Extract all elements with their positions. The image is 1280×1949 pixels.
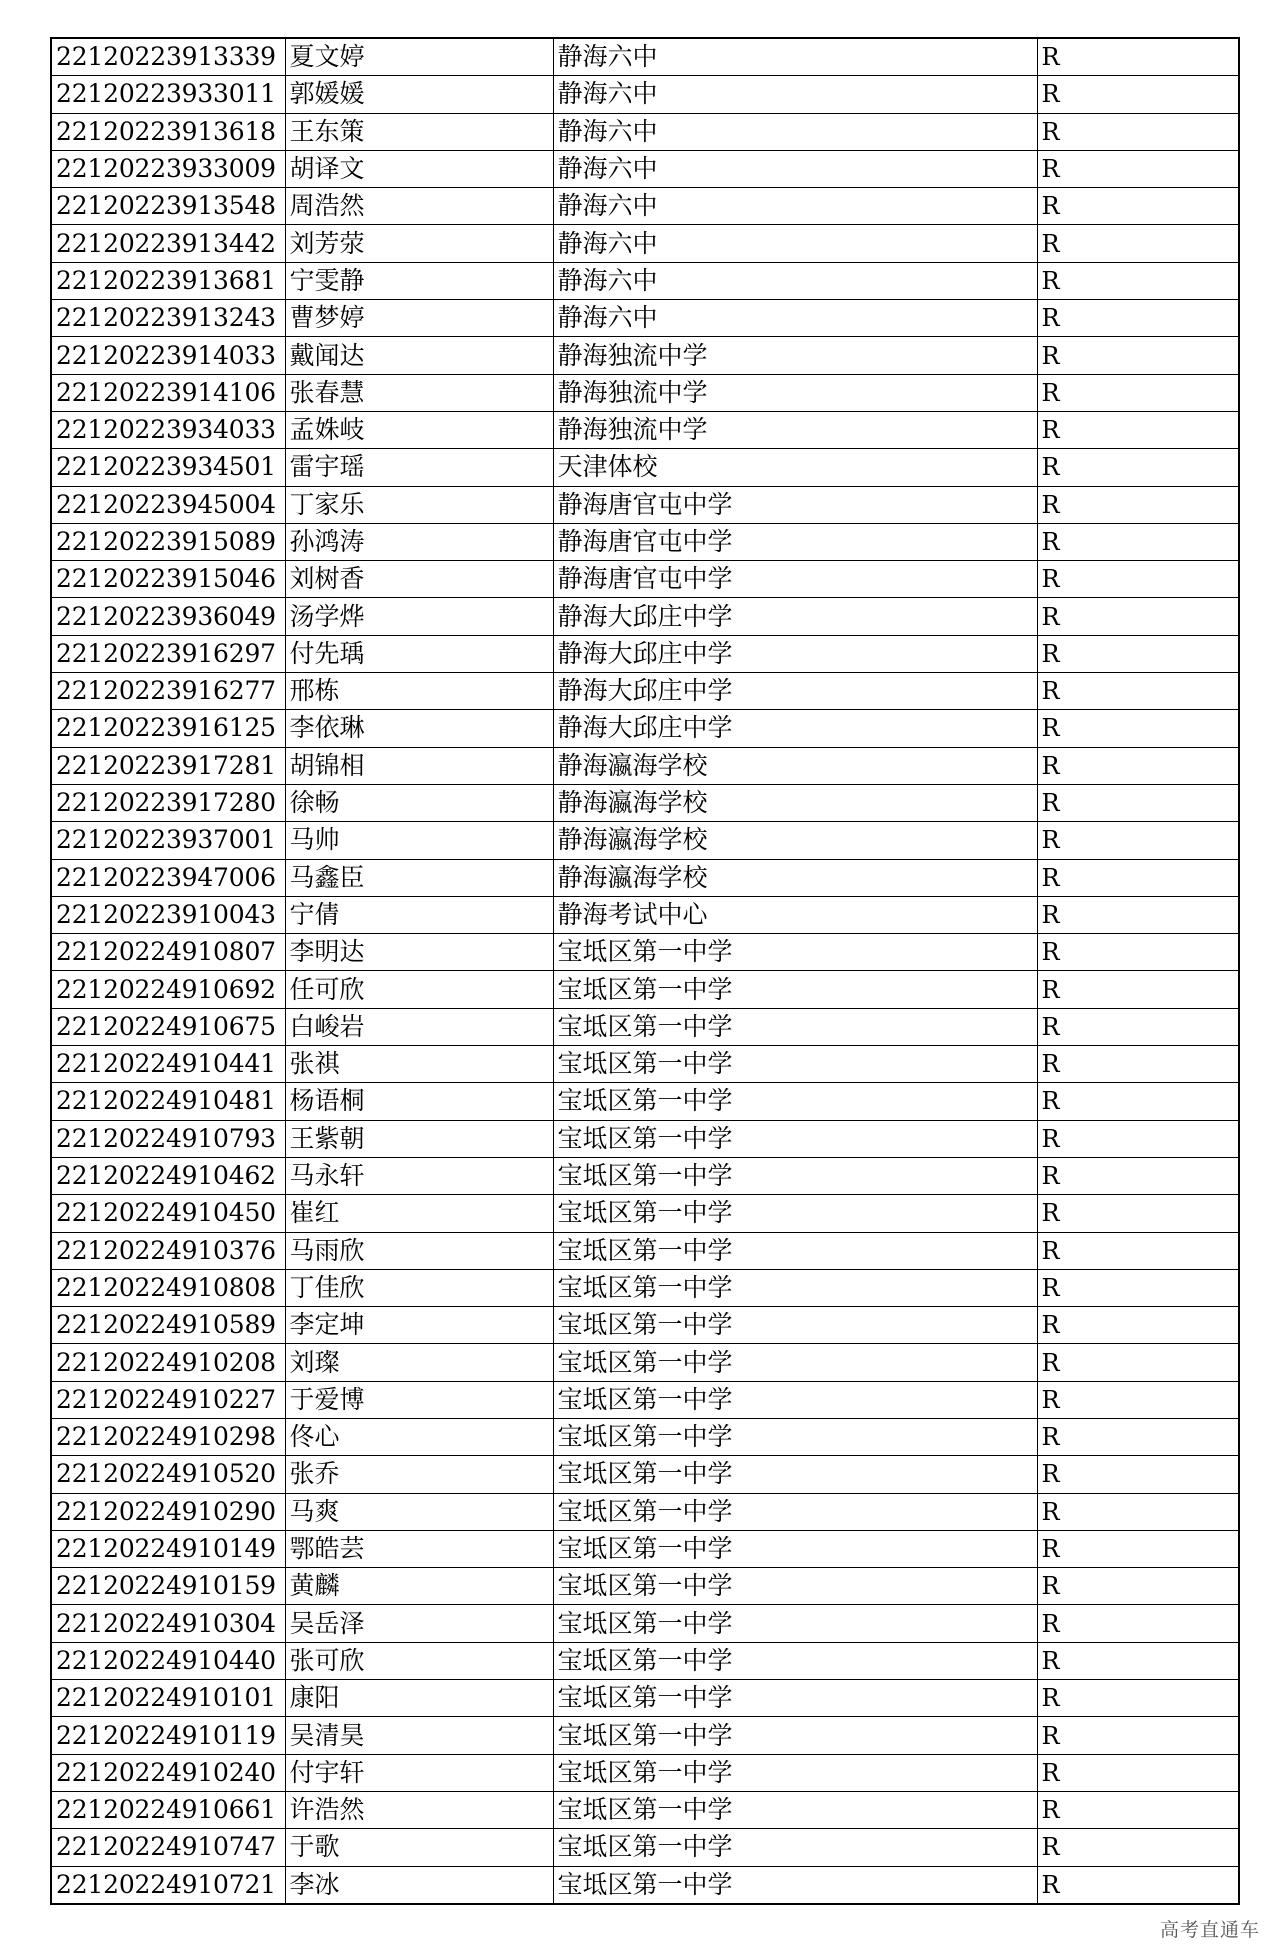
table-row: [51, 896, 1239, 933]
table-row: [51, 486, 1239, 523]
candidate-name-cell: 张乔: [285, 1456, 553, 1493]
candidate-number-cell: 22120223917281: [51, 747, 285, 784]
category-cell: R: [1037, 188, 1239, 225]
category-cell: R: [1037, 1791, 1239, 1828]
category-cell: R: [1037, 822, 1239, 859]
table-row: [51, 710, 1239, 747]
school-name-cell: 静海瀛海学校: [553, 784, 1037, 821]
school-name-cell: 宝坻区第一中学: [553, 1866, 1037, 1904]
table-row: [51, 859, 1239, 896]
candidate-name-cell: 徐畅: [285, 784, 553, 821]
candidate-number-cell: 22120224910675: [51, 1008, 285, 1045]
table-row: [51, 411, 1239, 448]
table-row: [51, 300, 1239, 337]
candidate-name-cell: 佟心: [285, 1418, 553, 1455]
table-row: [51, 225, 1239, 262]
school-name-cell: 静海独流中学: [553, 411, 1037, 448]
candidate-name-cell: 杨语桐: [285, 1083, 553, 1120]
candidate-name-cell: 戴闻达: [285, 337, 553, 374]
table-row: [51, 262, 1239, 299]
table-row: [51, 337, 1239, 374]
candidate-number-cell: 22120223913442: [51, 225, 285, 262]
category-cell: R: [1037, 1008, 1239, 1045]
table-row: [51, 38, 1239, 76]
candidate-number-cell: 22120224910298: [51, 1418, 285, 1455]
category-cell: R: [1037, 710, 1239, 747]
table-row: [51, 561, 1239, 598]
school-name-cell: 宝坻区第一中学: [553, 1642, 1037, 1679]
category-cell: R: [1037, 1418, 1239, 1455]
candidate-number-cell: 22120224910481: [51, 1083, 285, 1120]
candidate-name-cell: 马永轩: [285, 1157, 553, 1194]
table-row: [51, 188, 1239, 225]
candidate-number-cell: 22120224910520: [51, 1456, 285, 1493]
candidate-number-cell: 22120223934033: [51, 411, 285, 448]
table-row: [51, 523, 1239, 560]
table-row: [51, 934, 1239, 971]
category-cell: R: [1037, 747, 1239, 784]
category-cell: R: [1037, 971, 1239, 1008]
candidate-name-cell: 夏文婷: [285, 38, 553, 76]
table-row: [51, 1493, 1239, 1530]
category-cell: R: [1037, 1456, 1239, 1493]
table-row: [51, 784, 1239, 821]
candidate-number-cell: 22120224910290: [51, 1493, 285, 1530]
school-name-cell: 宝坻区第一中学: [553, 1605, 1037, 1642]
table-row: [51, 113, 1239, 150]
candidate-number-cell: 22120224910793: [51, 1120, 285, 1157]
candidate-number-cell: 22120223914033: [51, 337, 285, 374]
school-name-cell: 静海瀛海学校: [553, 859, 1037, 896]
school-name-cell: 宝坻区第一中学: [553, 1717, 1037, 1754]
table-row: [51, 1791, 1239, 1828]
table-row: [51, 635, 1239, 672]
school-name-cell: 宝坻区第一中学: [553, 1791, 1037, 1828]
candidate-name-cell: 宁倩: [285, 896, 553, 933]
table-row: [51, 822, 1239, 859]
category-cell: R: [1037, 1195, 1239, 1232]
school-name-cell: 静海六中: [553, 188, 1037, 225]
category-cell: R: [1037, 598, 1239, 635]
category-cell: R: [1037, 76, 1239, 113]
table-row: [51, 1120, 1239, 1157]
candidate-name-cell: 于爱博: [285, 1381, 553, 1418]
school-name-cell: 静海六中: [553, 150, 1037, 187]
category-cell: R: [1037, 1866, 1239, 1904]
table-row: [51, 449, 1239, 486]
table-row: [51, 150, 1239, 187]
candidate-number-cell: 22120224910240: [51, 1754, 285, 1791]
category-cell: R: [1037, 1232, 1239, 1269]
table-row: [51, 1530, 1239, 1567]
candidate-name-cell: 李依琳: [285, 710, 553, 747]
school-name-cell: 宝坻区第一中学: [553, 1754, 1037, 1791]
candidate-name-cell: 付宇轩: [285, 1754, 553, 1791]
candidate-name-cell: 张可欣: [285, 1642, 553, 1679]
table-row: [51, 1829, 1239, 1866]
candidate-name-cell: 马帅: [285, 822, 553, 859]
category-cell: R: [1037, 934, 1239, 971]
candidate-name-cell: 郭媛媛: [285, 76, 553, 113]
category-cell: R: [1037, 1381, 1239, 1418]
table-row: [51, 1866, 1239, 1904]
category-cell: R: [1037, 1717, 1239, 1754]
school-name-cell: 宝坻区第一中学: [553, 1530, 1037, 1567]
table-row: [51, 598, 1239, 635]
candidate-name-cell: 任可欣: [285, 971, 553, 1008]
candidate-number-cell: 22120224910721: [51, 1866, 285, 1904]
candidate-name-cell: 许浩然: [285, 1791, 553, 1828]
candidate-number-cell: 22120223933009: [51, 150, 285, 187]
school-name-cell: 宝坻区第一中学: [553, 1568, 1037, 1605]
candidate-name-cell: 孟姝岐: [285, 411, 553, 448]
candidate-number-cell: 22120223915046: [51, 561, 285, 598]
school-name-cell: 宝坻区第一中学: [553, 1344, 1037, 1381]
candidate-number-cell: 22120223914106: [51, 374, 285, 411]
candidate-name-cell: 鄂皓芸: [285, 1530, 553, 1567]
category-cell: R: [1037, 523, 1239, 560]
category-cell: R: [1037, 486, 1239, 523]
category-cell: R: [1037, 635, 1239, 672]
table-row: [51, 1344, 1239, 1381]
school-name-cell: 宝坻区第一中学: [553, 1157, 1037, 1194]
candidate-number-cell: 22120223913681: [51, 262, 285, 299]
candidate-number-cell: 22120224910227: [51, 1381, 285, 1418]
candidate-number-cell: 22120224910441: [51, 1046, 285, 1083]
table-row: [51, 1008, 1239, 1045]
category-cell: R: [1037, 1754, 1239, 1791]
candidate-name-cell: 刘芳荥: [285, 225, 553, 262]
candidate-number-cell: 22120224910747: [51, 1829, 285, 1866]
candidate-number-cell: 22120224910101: [51, 1680, 285, 1717]
candidate-name-cell: 张祺: [285, 1046, 553, 1083]
candidate-name-cell: 王东策: [285, 113, 553, 150]
candidate-number-cell: 22120223913243: [51, 300, 285, 337]
school-name-cell: 静海独流中学: [553, 337, 1037, 374]
school-name-cell: 静海六中: [553, 76, 1037, 113]
candidate-name-cell: 马鑫臣: [285, 859, 553, 896]
school-name-cell: 静海考试中心: [553, 896, 1037, 933]
table-row: [51, 673, 1239, 710]
candidate-name-cell: 胡锦相: [285, 747, 553, 784]
school-name-cell: 静海唐官屯中学: [553, 561, 1037, 598]
category-cell: R: [1037, 374, 1239, 411]
category-cell: R: [1037, 300, 1239, 337]
candidate-name-cell: 雷宇瑶: [285, 449, 553, 486]
category-cell: R: [1037, 1046, 1239, 1083]
candidate-number-cell: 22120223933011: [51, 76, 285, 113]
candidate-name-cell: 李冰: [285, 1866, 553, 1904]
school-name-cell: 静海唐官屯中学: [553, 486, 1037, 523]
candidate-name-cell: 丁家乐: [285, 486, 553, 523]
candidate-name-cell: 刘璨: [285, 1344, 553, 1381]
table-row: [51, 1418, 1239, 1455]
candidate-number-cell: 22120223913339: [51, 38, 285, 76]
candidate-number-cell: 22120224910208: [51, 1344, 285, 1381]
candidate-number-cell: 22120223913618: [51, 113, 285, 150]
category-cell: R: [1037, 673, 1239, 710]
table-row: [51, 1456, 1239, 1493]
candidate-name-cell: 吴清昊: [285, 1717, 553, 1754]
category-cell: R: [1037, 1568, 1239, 1605]
candidate-name-cell: 宁雯静: [285, 262, 553, 299]
school-name-cell: 宝坻区第一中学: [553, 1493, 1037, 1530]
candidate-name-cell: 李定坤: [285, 1307, 553, 1344]
table-row: [51, 1195, 1239, 1232]
candidate-number-cell: 22120223934501: [51, 449, 285, 486]
school-name-cell: 宝坻区第一中学: [553, 1120, 1037, 1157]
candidate-name-cell: 崔红: [285, 1195, 553, 1232]
school-name-cell: 静海瀛海学校: [553, 747, 1037, 784]
school-name-cell: 静海六中: [553, 113, 1037, 150]
candidate-name-cell: 吴岳泽: [285, 1605, 553, 1642]
school-name-cell: 宝坻区第一中学: [553, 1046, 1037, 1083]
candidate-number-cell: 22120223945004: [51, 486, 285, 523]
category-cell: R: [1037, 1530, 1239, 1567]
candidate-name-cell: 马雨欣: [285, 1232, 553, 1269]
school-name-cell: 宝坻区第一中学: [553, 1418, 1037, 1455]
category-cell: R: [1037, 1642, 1239, 1679]
candidate-number-cell: 22120223916277: [51, 673, 285, 710]
school-name-cell: 宝坻区第一中学: [553, 934, 1037, 971]
table-row: [51, 747, 1239, 784]
table-row: [51, 1046, 1239, 1083]
category-cell: R: [1037, 262, 1239, 299]
school-name-cell: 宝坻区第一中学: [553, 1008, 1037, 1045]
table-row: [51, 1381, 1239, 1418]
candidate-table-body: [51, 38, 1239, 1904]
table-row: [51, 1157, 1239, 1194]
candidate-name-cell: 邢栋: [285, 673, 553, 710]
candidate-number-cell: 22120223915089: [51, 523, 285, 560]
school-name-cell: 静海大邱庄中学: [553, 635, 1037, 672]
school-name-cell: 宝坻区第一中学: [553, 1381, 1037, 1418]
school-name-cell: 宝坻区第一中学: [553, 1307, 1037, 1344]
category-cell: R: [1037, 150, 1239, 187]
category-cell: R: [1037, 337, 1239, 374]
table-row: [51, 1642, 1239, 1679]
watermark-text: 高考直通车: [1159, 1919, 1260, 1941]
table-row: [51, 374, 1239, 411]
category-cell: R: [1037, 859, 1239, 896]
candidate-number-cell: 22120224910661: [51, 1791, 285, 1828]
school-name-cell: 静海六中: [553, 262, 1037, 299]
candidate-name-cell: 汤学烨: [285, 598, 553, 635]
candidate-number-cell: 22120224910304: [51, 1605, 285, 1642]
candidate-number-cell: 22120224910692: [51, 971, 285, 1008]
school-name-cell: 静海大邱庄中学: [553, 710, 1037, 747]
table-row: [51, 1754, 1239, 1791]
category-cell: R: [1037, 1120, 1239, 1157]
candidate-number-cell: 22120223937001: [51, 822, 285, 859]
candidate-number-cell: 22120223917280: [51, 784, 285, 821]
category-cell: R: [1037, 1307, 1239, 1344]
candidate-table: [50, 37, 1240, 1905]
table-row: [51, 1232, 1239, 1269]
school-name-cell: 静海六中: [553, 300, 1037, 337]
candidate-name-cell: 黄麟: [285, 1568, 553, 1605]
candidate-number-cell: 22120223936049: [51, 598, 285, 635]
school-name-cell: 宝坻区第一中学: [553, 1269, 1037, 1306]
table-row: [51, 76, 1239, 113]
table-row: [51, 1269, 1239, 1306]
candidate-name-cell: 张春慧: [285, 374, 553, 411]
candidate-number-cell: 22120224910462: [51, 1157, 285, 1194]
candidate-number-cell: 22120224910450: [51, 1195, 285, 1232]
candidate-name-cell: 孙鸿涛: [285, 523, 553, 560]
candidate-number-cell: 22120224910149: [51, 1530, 285, 1567]
candidate-name-cell: 马爽: [285, 1493, 553, 1530]
candidate-name-cell: 胡译文: [285, 150, 553, 187]
candidate-name-cell: 王紫朝: [285, 1120, 553, 1157]
candidate-number-cell: 22120223947006: [51, 859, 285, 896]
table-row: [51, 1307, 1239, 1344]
candidate-name-cell: 周浩然: [285, 188, 553, 225]
school-name-cell: 静海唐官屯中学: [553, 523, 1037, 560]
category-cell: R: [1037, 411, 1239, 448]
school-name-cell: 宝坻区第一中学: [553, 971, 1037, 1008]
candidate-name-cell: 刘树香: [285, 561, 553, 598]
candidate-number-cell: 22120223913548: [51, 188, 285, 225]
candidate-name-cell: 白峻岩: [285, 1008, 553, 1045]
candidate-number-cell: 22120224910119: [51, 1717, 285, 1754]
school-name-cell: 宝坻区第一中学: [553, 1680, 1037, 1717]
school-name-cell: 宝坻区第一中学: [553, 1829, 1037, 1866]
table-row: [51, 1717, 1239, 1754]
category-cell: R: [1037, 38, 1239, 76]
category-cell: R: [1037, 561, 1239, 598]
candidate-name-cell: 付先瑀: [285, 635, 553, 672]
school-name-cell: 宝坻区第一中学: [553, 1232, 1037, 1269]
school-name-cell: 静海六中: [553, 38, 1037, 76]
table-row: [51, 1083, 1239, 1120]
category-cell: R: [1037, 1680, 1239, 1717]
school-name-cell: 天津体校: [553, 449, 1037, 486]
candidate-number-cell: 22120224910807: [51, 934, 285, 971]
candidate-name-cell: 曹梦婷: [285, 300, 553, 337]
school-name-cell: 静海大邱庄中学: [553, 598, 1037, 635]
category-cell: R: [1037, 1344, 1239, 1381]
table-row: [51, 1680, 1239, 1717]
candidate-number-cell: 22120224910159: [51, 1568, 285, 1605]
candidate-number-cell: 22120223910043: [51, 896, 285, 933]
candidate-number-cell: 22120224910589: [51, 1307, 285, 1344]
category-cell: R: [1037, 1829, 1239, 1866]
candidate-number-cell: 22120224910376: [51, 1232, 285, 1269]
school-name-cell: 宝坻区第一中学: [553, 1456, 1037, 1493]
category-cell: R: [1037, 1083, 1239, 1120]
candidate-number-cell: 22120224910808: [51, 1269, 285, 1306]
school-name-cell: 宝坻区第一中学: [553, 1195, 1037, 1232]
category-cell: R: [1037, 225, 1239, 262]
candidate-name-cell: 李明达: [285, 934, 553, 971]
category-cell: R: [1037, 1493, 1239, 1530]
category-cell: R: [1037, 449, 1239, 486]
candidate-name-cell: 康阳: [285, 1680, 553, 1717]
category-cell: R: [1037, 784, 1239, 821]
category-cell: R: [1037, 1605, 1239, 1642]
school-name-cell: 宝坻区第一中学: [553, 1083, 1037, 1120]
school-name-cell: 静海大邱庄中学: [553, 673, 1037, 710]
table-row: [51, 971, 1239, 1008]
category-cell: R: [1037, 113, 1239, 150]
candidate-number-cell: 22120223916297: [51, 635, 285, 672]
table-row: [51, 1605, 1239, 1642]
candidate-number-cell: 22120224910440: [51, 1642, 285, 1679]
school-name-cell: 静海瀛海学校: [553, 822, 1037, 859]
table-row: [51, 1568, 1239, 1605]
school-name-cell: 静海六中: [553, 225, 1037, 262]
category-cell: R: [1037, 1269, 1239, 1306]
candidate-name-cell: 丁佳欣: [285, 1269, 553, 1306]
category-cell: R: [1037, 896, 1239, 933]
school-name-cell: 静海独流中学: [553, 374, 1037, 411]
category-cell: R: [1037, 1157, 1239, 1194]
candidate-name-cell: 于歌: [285, 1829, 553, 1866]
candidate-number-cell: 22120223916125: [51, 710, 285, 747]
